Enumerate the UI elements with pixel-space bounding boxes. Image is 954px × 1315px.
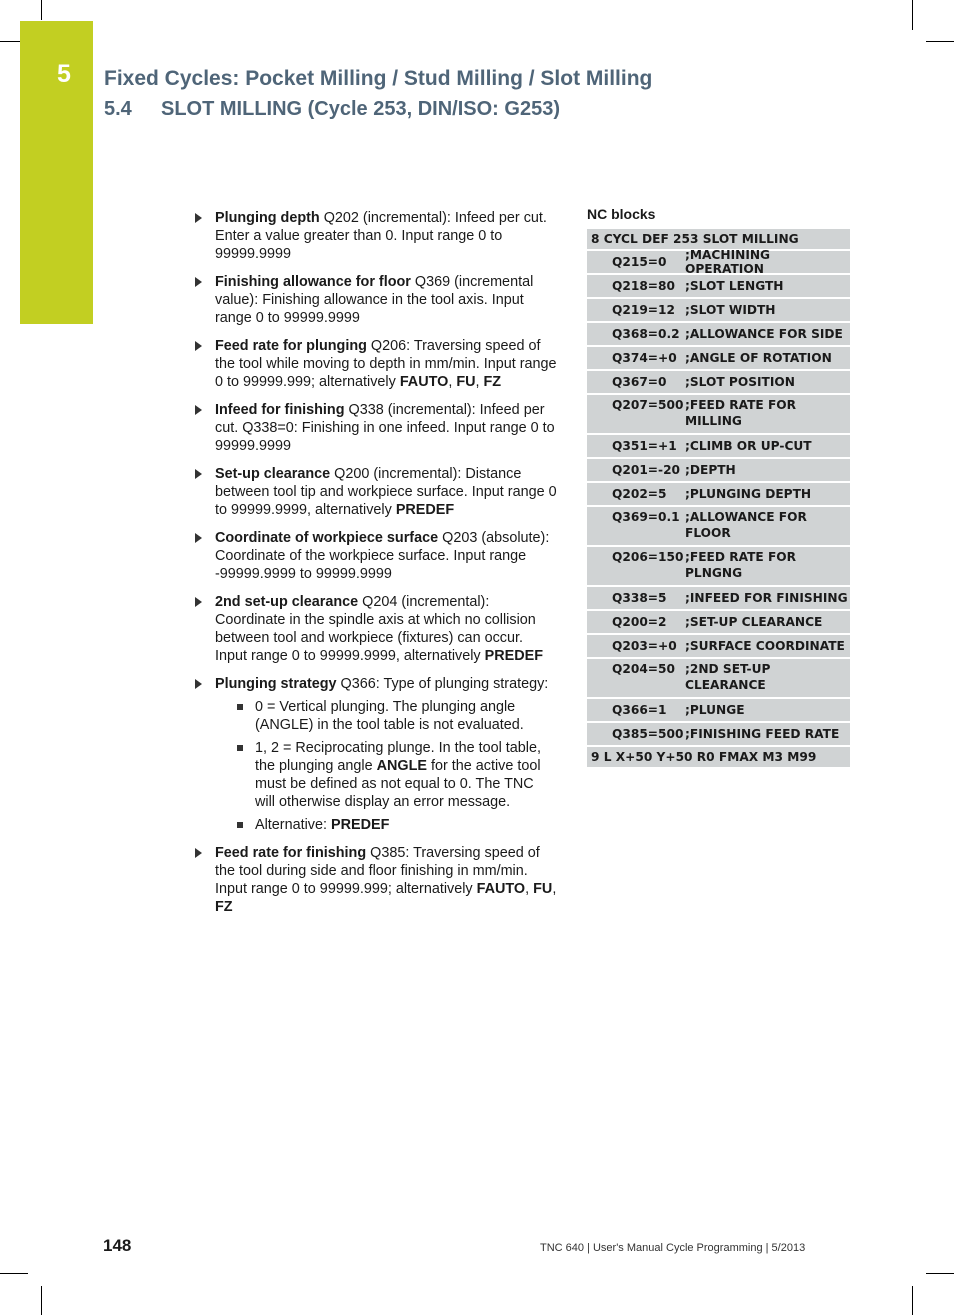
- nc-comment: ;CLIMB OR UP-CUT: [685, 439, 812, 453]
- parameter-item: [195, 844, 557, 916]
- nc-parameter: Q215=0: [612, 255, 667, 269]
- crop-mark: [912, 0, 913, 30]
- nc-comment: ;SET-UP CLEARANCE: [685, 615, 823, 629]
- arrow-icon: [195, 597, 202, 607]
- sub-item: [215, 816, 557, 834]
- separator: ,: [552, 881, 557, 897]
- nc-block-row: [587, 587, 850, 611]
- parameter-name: Plunging strategy: [215, 676, 337, 692]
- square-bullet-icon: [237, 822, 243, 828]
- nc-parameter: Q203=+0: [612, 639, 677, 653]
- parameter-item: [195, 337, 557, 391]
- parameter-name: Feed rate for plunging: [215, 338, 367, 354]
- section-heading: [104, 98, 560, 121]
- nc-parameter: Q351=+1: [612, 439, 677, 453]
- nc-parameter: Q200=2: [612, 615, 667, 629]
- arrow-icon: [195, 848, 202, 858]
- nc-block-row: [587, 323, 850, 347]
- nc-comment: ;SLOT WIDTH: [685, 303, 776, 317]
- parameter-option: PREDEF: [395, 502, 455, 518]
- nc-block-row: [587, 275, 850, 299]
- sub-text: Alternative:: [255, 817, 331, 833]
- separator: ,: [448, 374, 457, 390]
- nc-parameter: Q374=+0: [612, 351, 677, 365]
- sub-keyword: ANGLE: [376, 758, 427, 774]
- parameter-description: Q366: Type of plunging strategy:: [336, 676, 549, 692]
- crop-mark: [0, 41, 22, 42]
- arrow-icon: [195, 533, 202, 543]
- nc-comment: ;SLOT LENGTH: [685, 279, 784, 293]
- nc-comment: ;FEED RATE FOR PLNGNG: [685, 550, 797, 580]
- arrow-icon: [195, 277, 202, 287]
- square-bullet-icon: [237, 704, 243, 710]
- nc-block-row: [587, 723, 850, 747]
- parameter-name: 2nd set-up clearance: [215, 594, 359, 610]
- nc-comment: ;FINISHING FEED RATE: [685, 727, 840, 741]
- parameter-option: FZ: [215, 899, 233, 915]
- section-number: 5.4: [104, 98, 132, 120]
- parameter-name: Plunging depth: [215, 210, 320, 226]
- crop-mark: [926, 41, 954, 42]
- parameter-item: [195, 593, 557, 665]
- nc-comment: ;PLUNGE: [685, 703, 745, 717]
- nc-block-row: [587, 635, 850, 659]
- crop-mark: [912, 1286, 913, 1315]
- parameter-name: Finishing allowance for floor: [215, 274, 411, 290]
- arrow-icon: [195, 679, 202, 689]
- parameter-description: Q203 (absolute): Coordinate of the workpiece surface. Input range -99999.9999 to 99999.9999: [215, 530, 550, 582]
- square-bullet-icon: [237, 745, 243, 751]
- parameter-description: Q206: Traversing speed of the tool while moving to depth in mm/min. Input range 0 to 99999.999; alternatively: [215, 338, 557, 390]
- parameter-item: [195, 529, 557, 583]
- nc-comment: ;ANGLE OF ROTATION: [685, 351, 832, 365]
- nc-parameter: Q204=50: [612, 662, 675, 676]
- parameter-description: Q385: Traversing speed of the tool during side and floor finishing in mm/min. Input range 0 to 99999.999; alternatively: [215, 845, 540, 897]
- sub-item: [215, 698, 557, 734]
- nc-parameter: Q201=-20: [612, 463, 681, 477]
- nc-block-first: 8 CYCL DEF 253 SLOT MILLING: [587, 229, 850, 251]
- parameter-description: Q200 (incremental): Distance between tool tip and workpiece surface. Input range 0 to 99999.9999, alternatively: [215, 466, 557, 518]
- sub-text: for the active tool must be defined as not equal to 0. The TNC will otherwise display an error message.: [255, 758, 541, 810]
- parameter-name: Set-up clearance: [215, 466, 331, 482]
- parameter-option: FZ: [483, 374, 502, 390]
- nc-parameter: Q367=0: [612, 375, 667, 389]
- nc-parameter: Q366=1: [612, 703, 667, 717]
- nc-parameter: Q202=5: [612, 487, 667, 501]
- separator: ,: [475, 374, 484, 390]
- nc-parameter: Q218=80: [612, 279, 675, 293]
- parameter-description: Q369 (incremental value): Finishing allowance in the tool axis. Input range 0 to 99999.9999: [215, 274, 534, 326]
- nc-block-last: 9 L X+50 Y+50 R0 FMAX M3 M99: [587, 747, 850, 769]
- parameter-item: [195, 401, 557, 455]
- nc-parameter: Q369=0.1: [612, 510, 680, 524]
- parameter-option: FU: [456, 374, 476, 390]
- nc-comment: ;INFEED FOR FINISHING: [685, 591, 848, 605]
- nc-comment: ;FEED RATE FOR MILLING: [685, 398, 797, 428]
- nc-block-row: [587, 248, 850, 276]
- footer-text: TNC 640 | User's Manual Cycle Programming | 5/2013: [540, 1242, 806, 1254]
- parameter-item: [195, 209, 557, 263]
- nc-block-row: [587, 483, 850, 507]
- arrow-icon: [195, 469, 202, 479]
- nc-blocks-title: NC blocks: [587, 206, 656, 222]
- nc-parameter: Q219=12: [612, 303, 675, 317]
- chapter-number: 5: [57, 60, 71, 88]
- parameter-name: Infeed for finishing: [215, 402, 345, 418]
- arrow-icon: [195, 341, 202, 351]
- nc-comment: ;SURFACE COORDINATE: [685, 639, 845, 653]
- parameter-list: [195, 209, 557, 926]
- nc-comment: ;SLOT POSITION: [685, 375, 795, 389]
- nc-block-row: [587, 659, 850, 699]
- arrow-icon: [195, 405, 202, 415]
- parameter-item: [195, 465, 557, 519]
- chapter-title: Fixed Cycles: Pocket Milling / Stud Milling / Slot Milling: [104, 67, 653, 90]
- parameter-option: FAUTO: [476, 881, 526, 897]
- nc-parameter: Q368=0.2: [612, 327, 680, 341]
- nc-comment: ;ALLOWANCE FOR SIDE: [685, 327, 843, 341]
- nc-parameter: Q207=500: [612, 398, 684, 412]
- crop-mark: [0, 1273, 28, 1274]
- nc-block-row: [587, 435, 850, 459]
- parameter-description: Q338 (incremental): Infeed per cut. Q338=0: Finishing in one infeed. Input range 0 to 99999.9999: [215, 402, 555, 454]
- nc-comment: ;PLUNGING DEPTH: [685, 487, 812, 501]
- arrow-icon: [195, 213, 202, 223]
- sub-keyword: PREDEF: [331, 817, 390, 833]
- parameter-option: PREDEF: [484, 648, 543, 664]
- nc-block-row: [587, 459, 850, 483]
- crop-mark: [41, 1286, 42, 1315]
- nc-parameter: Q206=150: [612, 550, 684, 564]
- nc-comment: ;2ND SET-UP CLEARANCE: [685, 662, 771, 692]
- nc-parameter: Q338=5: [612, 591, 667, 605]
- page-number: 148: [103, 1236, 132, 1255]
- nc-comment: ;ALLOWANCE FOR FLOOR: [685, 510, 807, 540]
- crop-mark: [41, 0, 42, 20]
- parameter-description: Q204 (incremental): Coordinate in the spindle axis at which no collision between tool and workpiece (fixtures) can occur. Input range 0 to 99999.9999, alternatively: [215, 594, 536, 664]
- section-title: SLOT MILLING (Cycle 253, DIN/ISO: G253): [161, 98, 560, 120]
- sub-text: 1, 2 = Reciprocating plunge. In the tool table, the plunging angle: [255, 740, 542, 774]
- nc-block-row: [587, 611, 850, 635]
- sub-item: [215, 739, 557, 811]
- parameter-item: [195, 675, 557, 834]
- nc-block-row: [587, 547, 850, 587]
- nc-parameter: Q385=500: [612, 727, 684, 741]
- parameter-name: Coordinate of workpiece surface: [215, 530, 439, 546]
- parameter-name: Feed rate for finishing: [215, 845, 367, 861]
- parameter-option: FU: [533, 881, 553, 897]
- crop-mark: [926, 1273, 954, 1274]
- nc-block-row: [587, 299, 850, 323]
- nc-comment: ;DEPTH: [685, 463, 736, 477]
- parameter-description: Q202 (incremental): Infeed per cut. Enter a value greater than 0. Input range 0 to 99999.9999: [215, 210, 547, 262]
- nc-block-row: [587, 699, 850, 723]
- nc-blocks-table: [587, 229, 850, 769]
- nc-comment: ;MACHINING OPERATION: [685, 248, 771, 276]
- nc-block-row: [587, 371, 850, 395]
- parameter-option: FAUTO: [399, 374, 449, 390]
- nc-block-row: [587, 347, 850, 371]
- parameter-item: [195, 273, 557, 327]
- separator: ,: [525, 881, 534, 897]
- nc-block-row: [587, 395, 850, 435]
- nc-block-row: [587, 507, 850, 547]
- sub-text: 0 = Vertical plunging. The plunging angle (ANGLE) in the tool table is not evaluated.: [255, 699, 524, 733]
